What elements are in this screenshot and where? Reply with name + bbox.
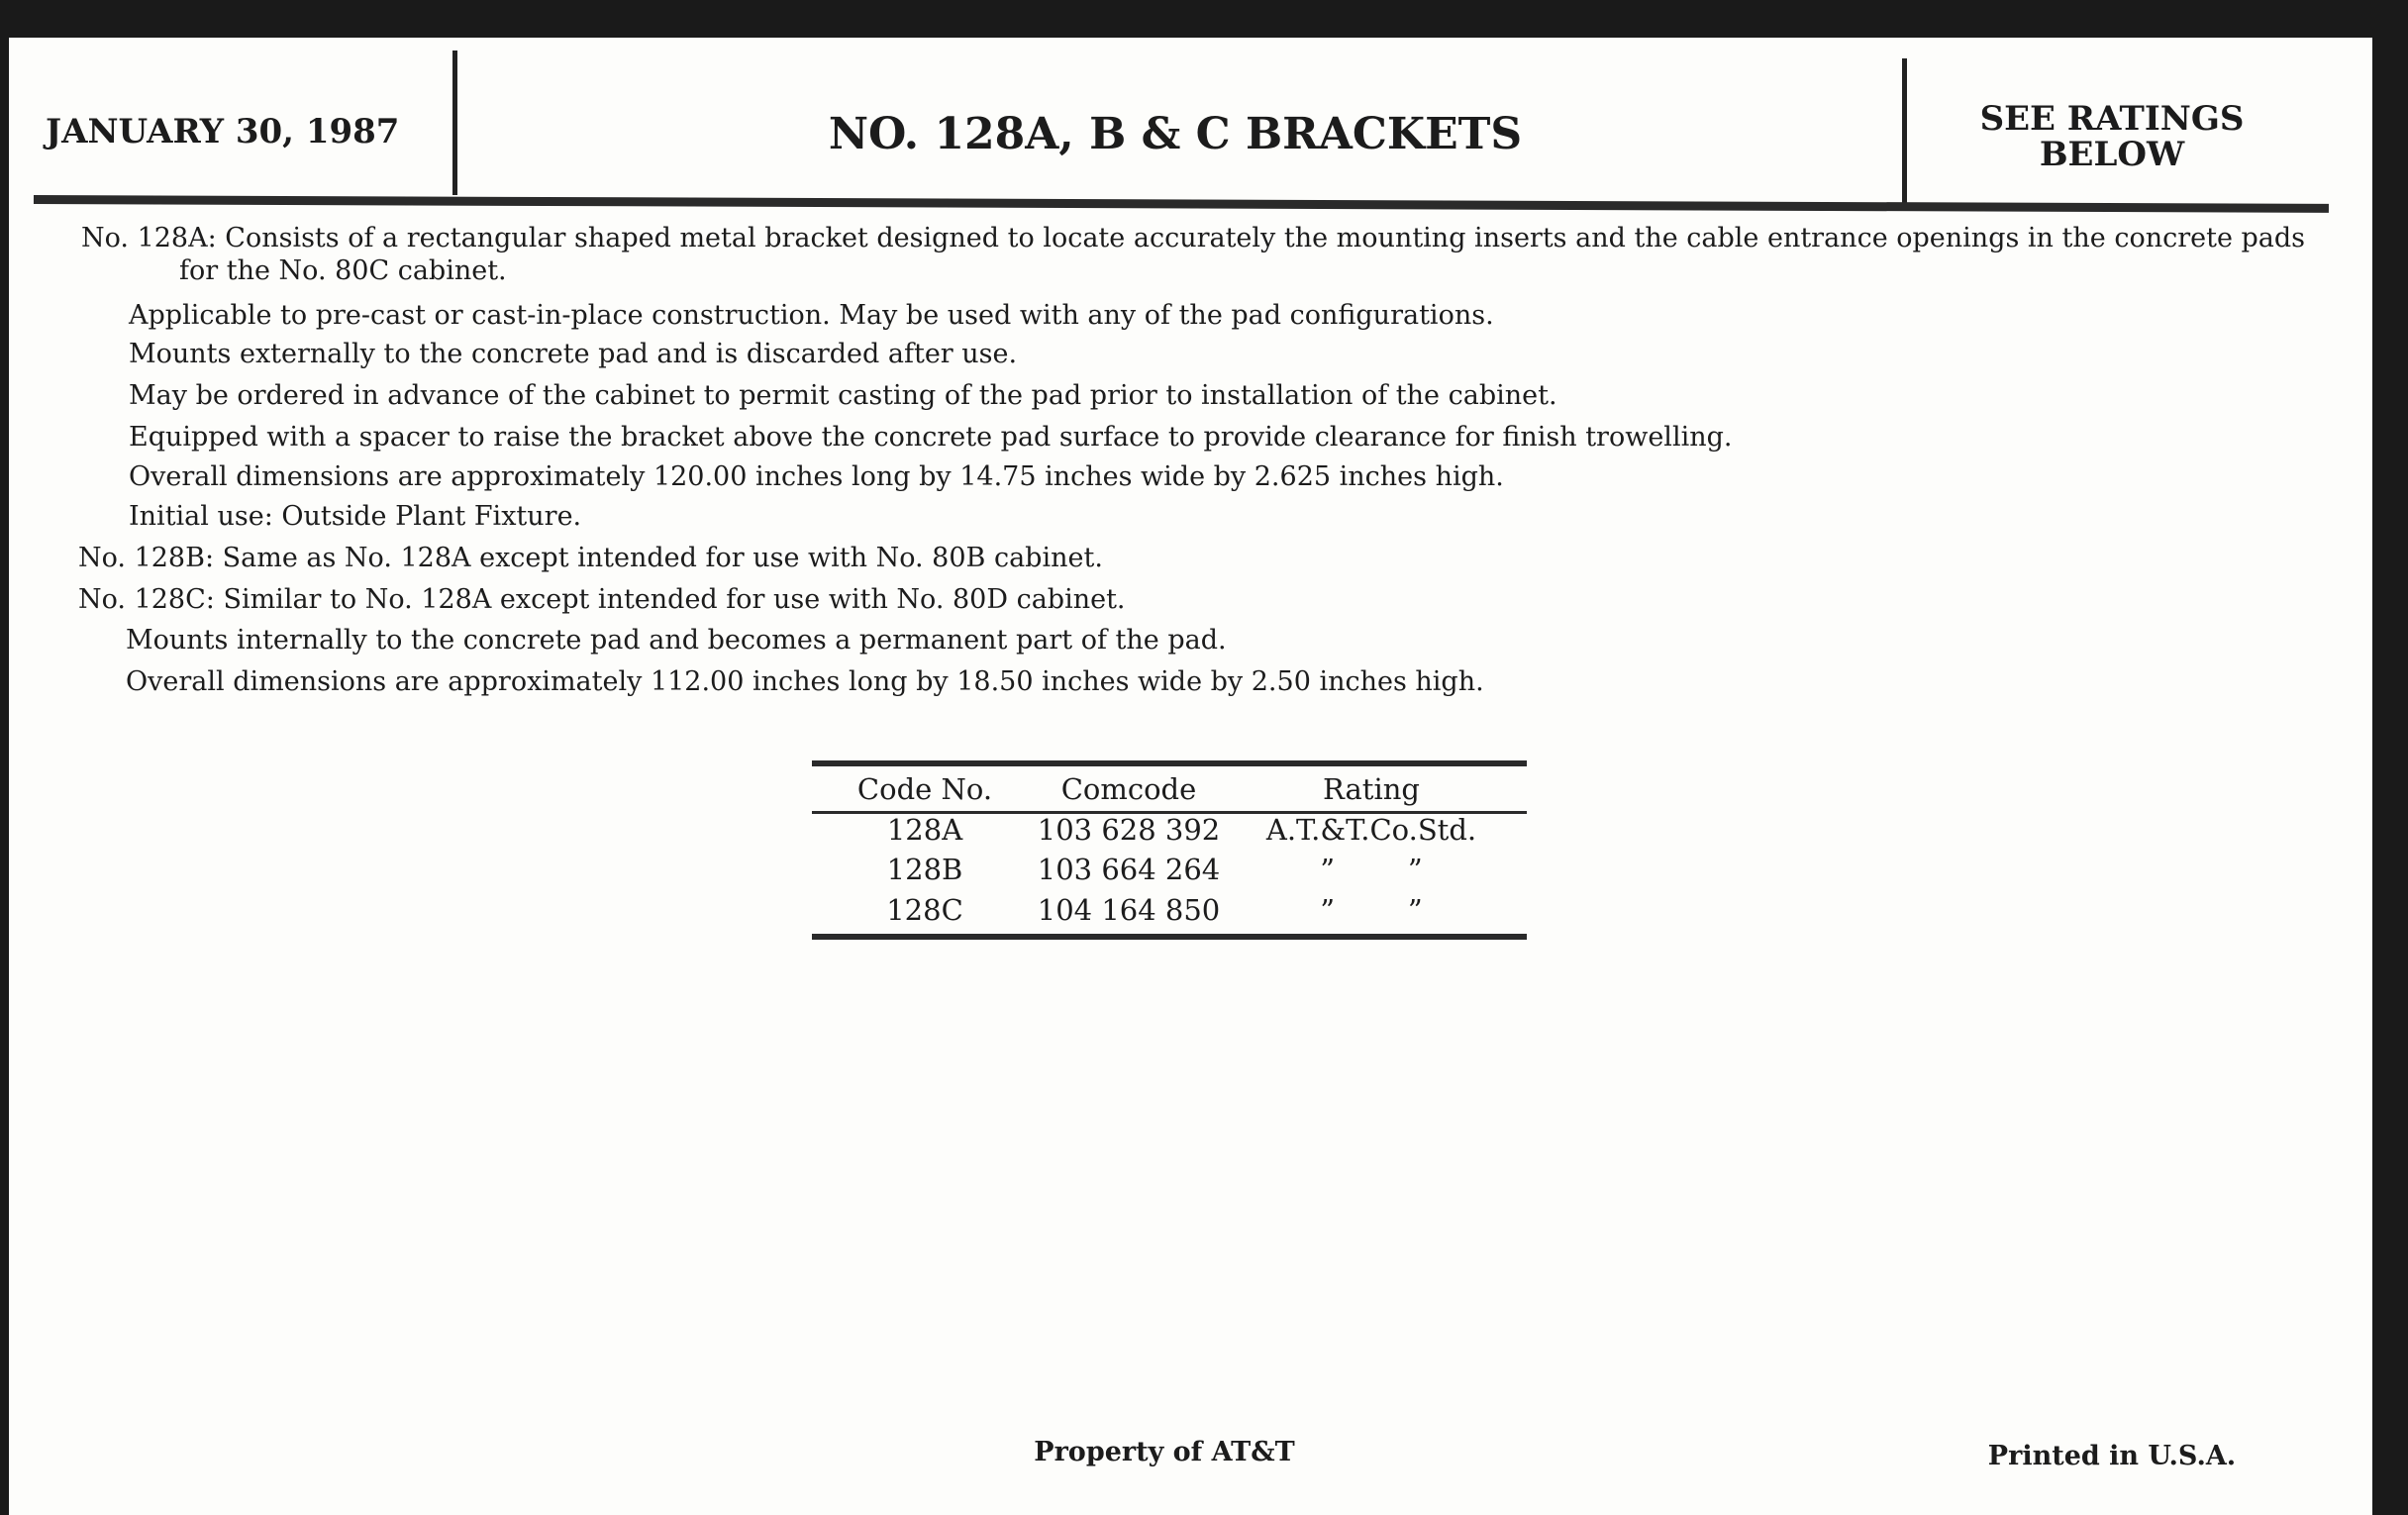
body-line: Overall dimensions are approximately 120.00 inches long by 14.75 inches wide by 2.625 inches high. bbox=[129, 461, 1504, 492]
body-line: May be ordered in advance of the cabinet to permit casting of the pad prior to installation of the cabinet. bbox=[129, 380, 1557, 411]
body-line: for the No. 80C cabinet. bbox=[179, 255, 507, 286]
code-cell: 128C bbox=[886, 893, 963, 927]
rating-cell: A.T.&T.Co.Std. bbox=[1265, 813, 1477, 847]
rating-note-line1: SEE RATINGS bbox=[1979, 99, 2245, 139]
header-rule bbox=[34, 195, 2329, 213]
code-cell: 128A bbox=[886, 813, 963, 847]
body-line: No. 128A: Consists of a rectangular shaped metal bracket designed to locate accurately the mounting inserts and the cable entrance openings in the concrete pads bbox=[81, 223, 2306, 253]
body-line: Mounts externally to the concrete pad and is discarded after use. bbox=[129, 339, 1018, 369]
code-cell: 128B bbox=[886, 853, 963, 886]
table-top-rule bbox=[812, 760, 1527, 766]
column-header-code: Code No. bbox=[856, 772, 993, 806]
body-line: Overall dimensions are approximately 112.00 inches long by 18.50 inches wide by 2.50 inches high. bbox=[126, 666, 1484, 697]
comcode-cell: 104 164 850 bbox=[1037, 893, 1221, 927]
document-page bbox=[9, 38, 2372, 1515]
comcode-cell: 103 664 264 bbox=[1037, 853, 1221, 886]
rating-note bbox=[1980, 101, 2245, 172]
body-line: Equipped with a spacer to raise the bracket above the concrete pad surface to provide clearance for finish trowelling. bbox=[129, 422, 1733, 453]
page-title: NO. 128A, B & C BRACKETS bbox=[828, 109, 1523, 159]
printed-notice: Printed in U.S.A. bbox=[1987, 1441, 2237, 1471]
document-date: JANUARY 30, 1987 bbox=[46, 112, 400, 152]
body-line: No. 128B: Same as No. 128A except intended for use with No. 80B cabinet. bbox=[78, 543, 1103, 573]
property-notice: Property of AT&T bbox=[1034, 1437, 1295, 1467]
column-header-rating: Rating bbox=[1323, 772, 1420, 806]
header-divider-left bbox=[452, 50, 457, 195]
body-line: Applicable to pre-cast or cast-in-place construction. May be used with any of the pad configurations. bbox=[129, 300, 1494, 331]
header-divider-right bbox=[1902, 58, 1907, 203]
body-line: Initial use: Outside Plant Fixture. bbox=[129, 501, 582, 532]
body-line: Mounts internally to the concrete pad and becomes a permanent part of the pad. bbox=[126, 625, 1227, 656]
column-header-comcode: Comcode bbox=[1060, 772, 1197, 806]
rating-cell: ” ” bbox=[1320, 853, 1423, 886]
comcode-cell: 103 628 392 bbox=[1037, 813, 1221, 847]
body-line: No. 128C: Similar to No. 128A except intended for use with No. 80D cabinet. bbox=[78, 584, 1126, 615]
table-bottom-rule bbox=[812, 934, 1527, 940]
rating-note-line2: BELOW bbox=[2039, 135, 2185, 174]
rating-cell: ” ” bbox=[1320, 893, 1423, 927]
